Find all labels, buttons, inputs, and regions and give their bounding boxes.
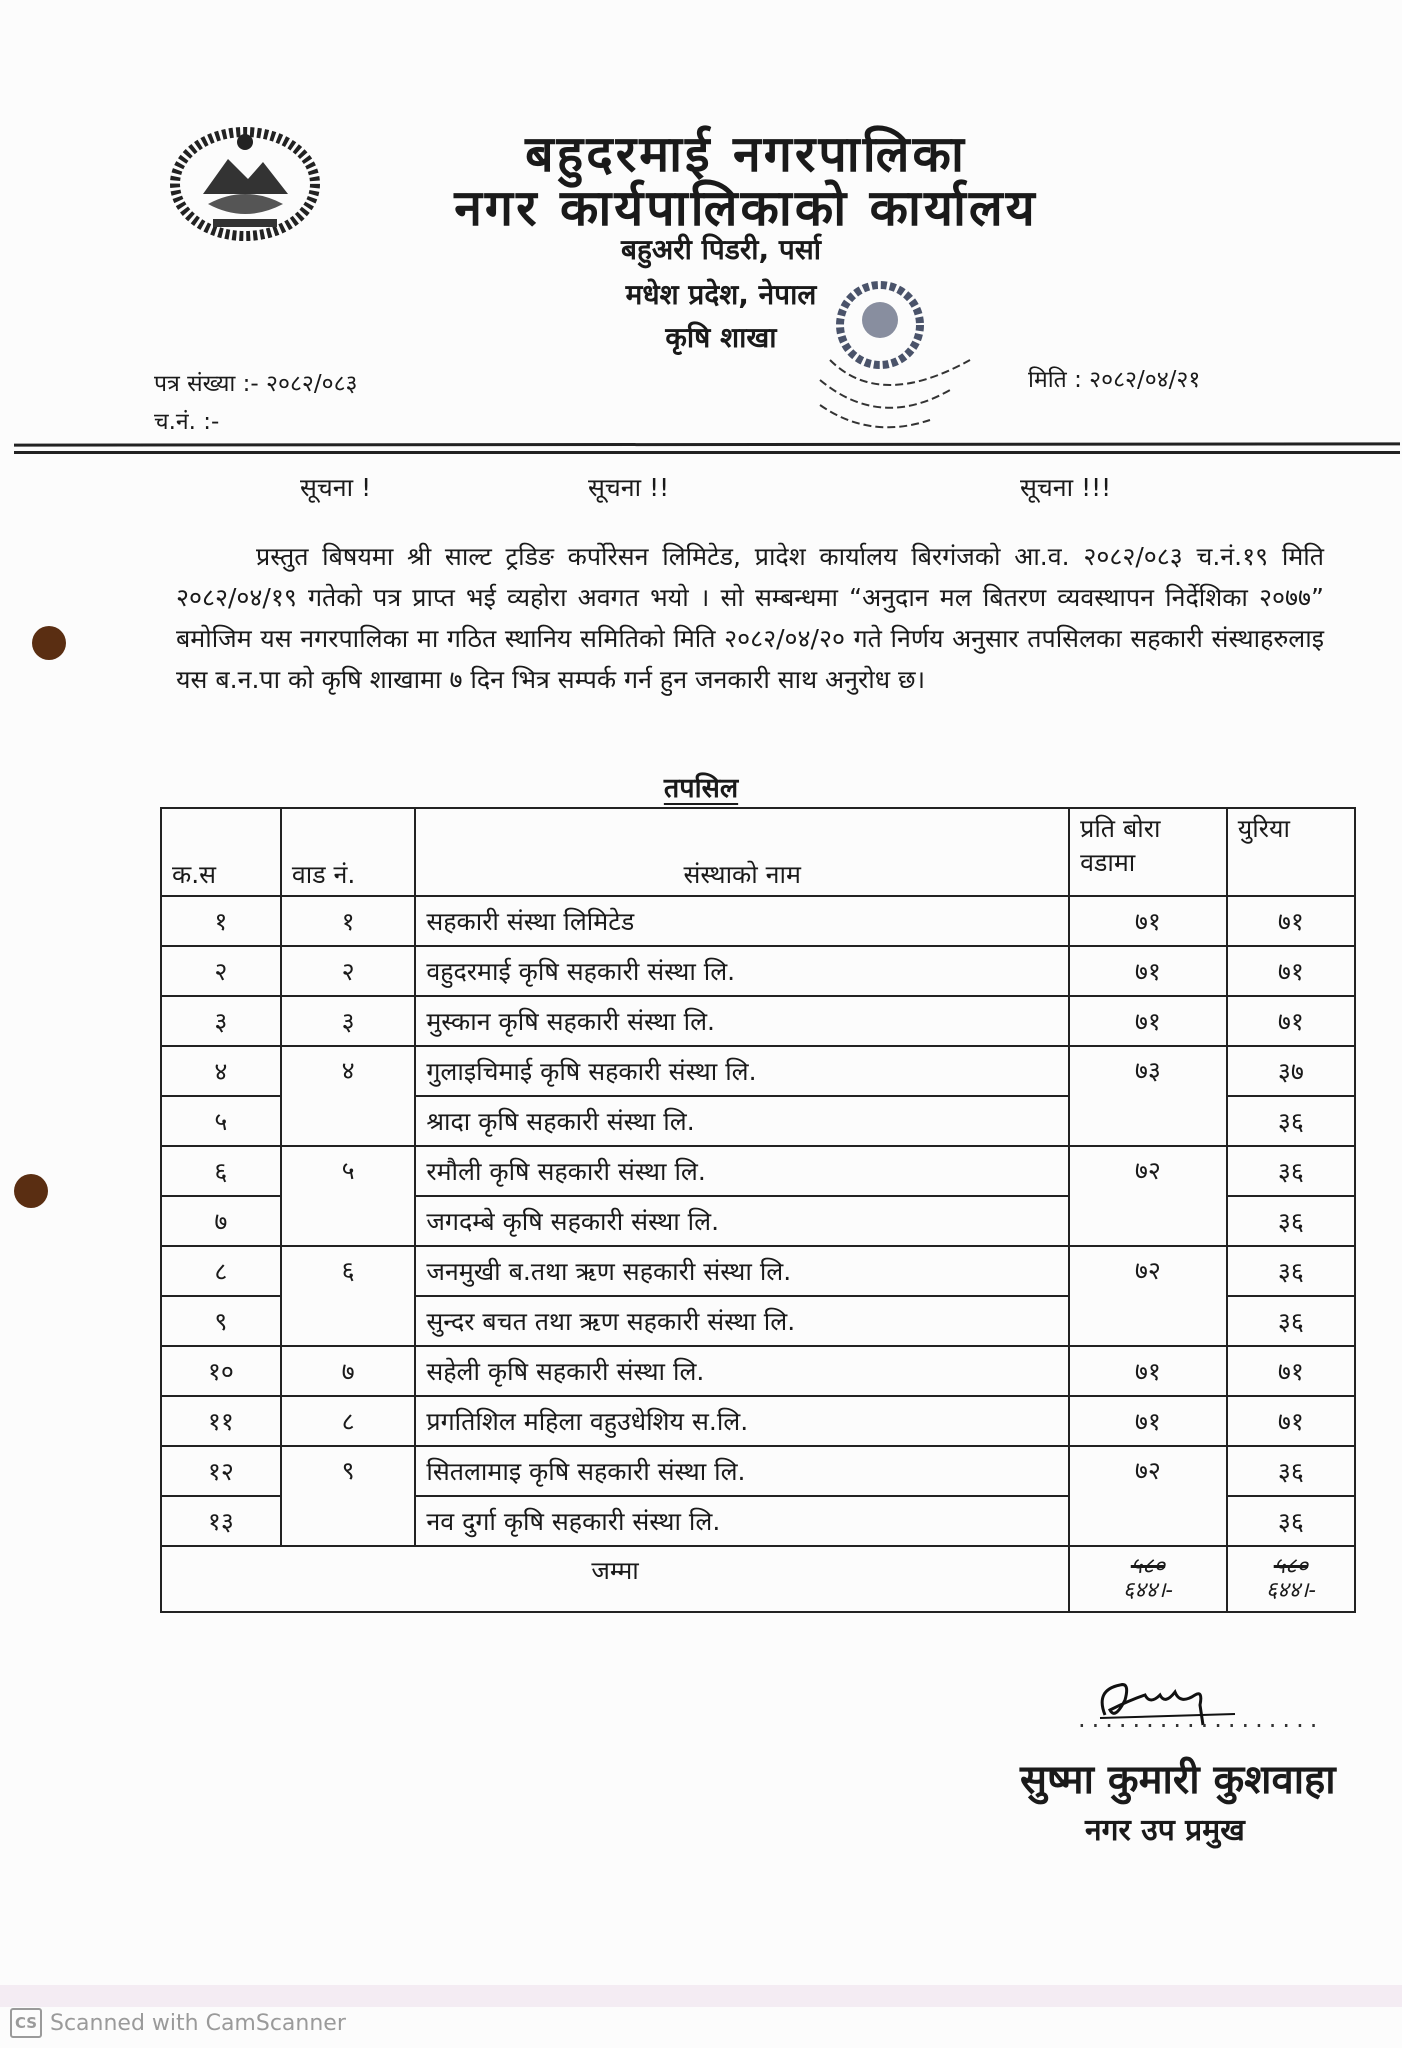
row-urea: ३६ — [1227, 1496, 1355, 1546]
header-per-ward: प्रति बोरा वडामा — [1069, 808, 1227, 896]
table-row — [161, 1246, 1355, 1296]
row-urea: ३६ — [1227, 1096, 1355, 1146]
row-sn: १० — [161, 1346, 281, 1396]
row-sn: ८ — [161, 1246, 281, 1296]
header-sn: क.स — [161, 808, 281, 896]
table-header-row — [161, 808, 1355, 896]
row-urea: ७१ — [1227, 946, 1355, 996]
dispatch-number: च.नं. :- — [154, 409, 220, 435]
row-ward: २ — [281, 946, 416, 996]
row-name: सहेली कृषि सहकारी संस्था लि. — [415, 1346, 1069, 1396]
row-per-ward: ७२ — [1069, 1246, 1227, 1346]
notice-body-paragraph: प्रस्तुत बिषयमा श्री साल्ट ट्रडिङ कर्पोरेसन लिमिटेड, प्रादेश कार्यालय बिरगंजको आ.व. २०८२/०८३ च.नं.१९ मिति २०८२/०४/१९ गतेको पत्र प्राप्त भई व्यहोरा अवगत भयो । सो सम्बन्धमा “अनुदान मल बितरण व्यवस्थापन निर्देशिका २०७७” बमोजिम यस नगरपालिका मा गठित स्थानिय समितिको मिति २०८२/०४/२० गते निर्णय अनुसार तपसिलका सहकारी संस्थाहरुलाइ यस ब.न.पा को कृषि शाखामा ७ दिन भित्र सम्पर्क गर्न हुन जनकारी साथ अनुरोध छ। — [176, 542, 1324, 694]
notice-heading-1: सूचना ! — [300, 473, 372, 502]
address-line2: मधेश प्रदेश, नेपाल — [625, 278, 817, 311]
row-per-ward: ७१ — [1069, 996, 1227, 1046]
row-urea: ७१ — [1227, 1396, 1355, 1446]
header-ward: वाड नं. — [281, 808, 416, 896]
table-total-row — [161, 1546, 1355, 1612]
total-urea — [1227, 1546, 1355, 1612]
row-name: श्रादा कृषि सहकारी संस्था लि. — [415, 1096, 1069, 1146]
row-urea: ७१ — [1227, 896, 1355, 946]
row-name: मुस्कान कृषि सहकारी संस्था लि. — [415, 996, 1069, 1046]
row-sn: १ — [161, 896, 281, 946]
header-divider-line-2 — [14, 451, 1400, 454]
table-row — [161, 1146, 1355, 1196]
cooperative-allocation-table — [160, 807, 1356, 1613]
row-name: सितलामाइ कृषि सहकारी संस्था लि. — [415, 1446, 1069, 1496]
letter-number: पत्र संख्या :- २०८२/०८३ — [154, 371, 358, 397]
table-row — [161, 1446, 1355, 1496]
row-per-ward: ७३ — [1069, 1046, 1227, 1146]
table-row — [161, 896, 1355, 946]
row-urea: ७१ — [1227, 996, 1355, 1046]
punch-hole — [14, 1174, 48, 1208]
row-urea: ३६ — [1227, 1196, 1355, 1246]
row-ward: ८ — [281, 1396, 416, 1446]
row-ward: ९ — [281, 1446, 416, 1546]
row-per-ward: ७२ — [1069, 1146, 1227, 1246]
details-caption-text: तपसिल — [663, 773, 739, 804]
row-sn: २ — [161, 946, 281, 996]
row-urea: ३६ — [1227, 1446, 1355, 1496]
row-name: रमौली कृषि सहकारी संस्था लि. — [415, 1146, 1069, 1196]
notice-heading-2: सूचना !! — [588, 473, 670, 502]
table-row — [161, 1396, 1355, 1446]
row-urea: ३६ — [1227, 1296, 1355, 1346]
row-urea: ७१ — [1227, 1346, 1355, 1396]
total-urea-struck: ५८० — [1273, 1554, 1309, 1579]
address-line1: बहुअरी पिडरी, पर्सा — [620, 233, 821, 266]
row-name: जगदम्बे कृषि सहकारी संस्था लि. — [415, 1196, 1069, 1246]
header-name: संस्थाको नाम — [415, 808, 1069, 896]
row-sn: १३ — [161, 1496, 281, 1546]
office-seal-stamp-icon — [790, 270, 990, 450]
total-label: जम्मा — [161, 1546, 1069, 1612]
details-caption — [0, 768, 1402, 805]
row-urea: ३६ — [1227, 1146, 1355, 1196]
total-per-ward-struck: ५८० — [1130, 1554, 1166, 1579]
row-sn: १२ — [161, 1446, 281, 1496]
total-per-ward-handwritten — [1123, 1555, 1173, 1603]
row-name: गुलाइचिमाई कृषि सहकारी संस्था लि. — [415, 1046, 1069, 1096]
total-urea-value: ६४४।- — [1265, 1578, 1316, 1603]
row-per-ward: ७१ — [1069, 1346, 1227, 1396]
total-per-ward — [1069, 1546, 1227, 1612]
row-name: नव दुर्गा कृषि सहकारी संस्था लि. — [415, 1496, 1069, 1546]
address-line3: कृषि शाखा — [665, 321, 777, 354]
row-sn: ३ — [161, 996, 281, 1046]
row-name: वहुदरमाई कृषि सहकारी संस्था लि. — [415, 946, 1069, 996]
row-ward: ७ — [281, 1346, 416, 1396]
total-per-ward-value: ६४४।- — [1122, 1578, 1173, 1603]
row-sn: ५ — [161, 1096, 281, 1146]
letter-date: मिति : २०८२/०४/२१ — [1028, 367, 1201, 393]
row-per-ward: ७१ — [1069, 1396, 1227, 1446]
row-ward: ५ — [281, 1146, 416, 1246]
scan-edge-band — [0, 1985, 1402, 2007]
table-row — [161, 1346, 1355, 1396]
header-urea: युरिया — [1227, 808, 1355, 896]
row-per-ward: ७१ — [1069, 946, 1227, 996]
row-name: सहकारी संस्था लिमिटेड — [415, 896, 1069, 946]
row-sn: ९ — [161, 1296, 281, 1346]
row-name: सुन्दर बचत तथा ऋण सहकारी संस्था लि. — [415, 1296, 1069, 1346]
punch-hole — [32, 626, 66, 660]
total-urea-handwritten — [1266, 1555, 1316, 1603]
row-sn: ७ — [161, 1196, 281, 1246]
header-divider-line — [14, 442, 1400, 446]
row-sn: ६ — [161, 1146, 281, 1196]
notice-heading-3: सूचना !!! — [1020, 473, 1112, 502]
office-title-line2: नगर कार्यपालिकाको कार्यालय — [454, 179, 1038, 237]
row-name: जनमुखी ब.तथा ऋण सहकारी संस्था लि. — [415, 1246, 1069, 1296]
signatory-name: सुष्मा कुमारी कुशवाहा — [1020, 1757, 1336, 1803]
row-ward: ४ — [281, 1046, 416, 1146]
camscanner-logo-icon: CS — [10, 2008, 42, 2038]
row-ward: ३ — [281, 996, 416, 1046]
table-row — [161, 1046, 1355, 1096]
signatory-title: नगर उप प्रमुख — [1085, 1813, 1245, 1848]
row-urea: ३७ — [1227, 1046, 1355, 1096]
row-per-ward: ७२ — [1069, 1446, 1227, 1546]
table-row — [161, 996, 1355, 1046]
camscanner-text: Scanned with CamScanner — [50, 2010, 346, 2036]
table-row — [161, 946, 1355, 996]
signature-line: .................. — [1078, 1705, 1324, 1733]
office-title-line1: बहुदरमाई नगरपालिका — [525, 125, 967, 183]
camscanner-watermark — [10, 2008, 346, 2038]
row-sn: ११ — [161, 1396, 281, 1446]
row-ward: ६ — [281, 1246, 416, 1346]
row-sn: ४ — [161, 1046, 281, 1096]
row-ward: १ — [281, 896, 416, 946]
row-per-ward: ७१ — [1069, 896, 1227, 946]
row-name: प्रगतिशिल महिला वहुउधेशिय स.लि. — [415, 1396, 1069, 1446]
row-urea: ३६ — [1227, 1246, 1355, 1296]
